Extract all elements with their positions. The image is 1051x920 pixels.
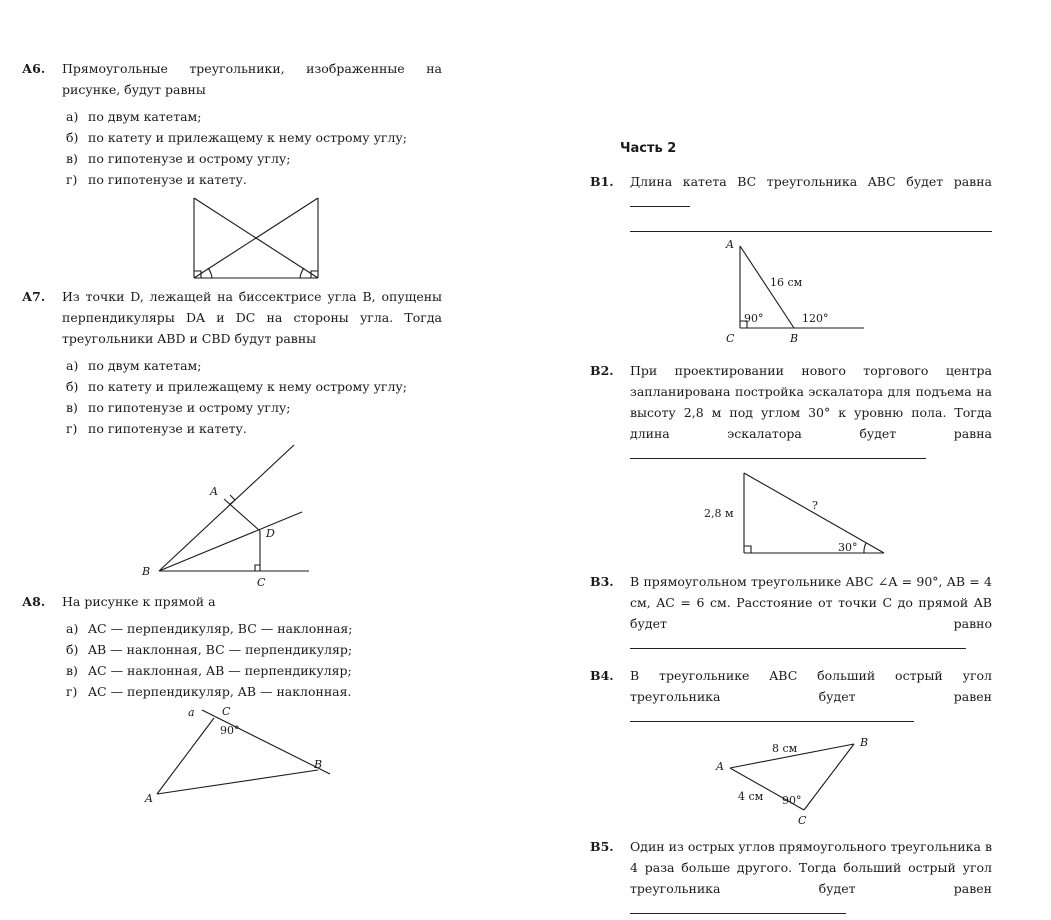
answer-line[interactable] bbox=[630, 444, 926, 459]
part-title: Часть 2 bbox=[620, 141, 677, 156]
label-B: B bbox=[790, 332, 799, 345]
question-a6 bbox=[22, 58, 442, 284]
question-a7 bbox=[22, 286, 442, 589]
figure-b4-triangle bbox=[630, 728, 992, 832]
answer-line[interactable] bbox=[630, 899, 846, 914]
label-C: C bbox=[222, 705, 231, 718]
question-b5 bbox=[590, 836, 992, 920]
answer-line[interactable] bbox=[630, 707, 914, 722]
question-b1 bbox=[590, 171, 992, 354]
label-ab: 8 см bbox=[772, 742, 798, 755]
label-angle: 90° bbox=[220, 724, 240, 737]
label-right: 90° bbox=[744, 312, 764, 325]
label-angle: 90° bbox=[782, 794, 802, 807]
answer-line[interactable] bbox=[630, 192, 690, 207]
question-number: В5. bbox=[590, 839, 614, 854]
label-angle: 30° bbox=[838, 541, 858, 554]
label-height: 2,8 м bbox=[704, 507, 734, 520]
question-b3 bbox=[590, 571, 992, 655]
option-a[interactable]: а) AC — перпендикуляр, BC — наклонная; bbox=[66, 621, 353, 636]
option-c[interactable]: в) AC — наклонная, AB — перпендикуляр; bbox=[66, 663, 352, 678]
label-D: D bbox=[266, 527, 275, 540]
label-A: A bbox=[145, 792, 153, 802]
option-d[interactable]: г) AC — перпендикуляр, AB — наклонная. bbox=[66, 684, 352, 699]
figure-a6-triangles bbox=[62, 190, 442, 284]
options-list bbox=[62, 106, 442, 190]
option-d[interactable]: г) по гипотенузе и катету. bbox=[66, 421, 247, 436]
label-A: A bbox=[726, 238, 734, 251]
label-B: B bbox=[142, 565, 151, 578]
option-c[interactable]: в) по гипотенузе и острому углу; bbox=[66, 151, 291, 166]
question-text: Из точки D, лежащей на биссектрисе угла B, опущены перпендикуляры DA и DC на стороны угла. Тогда треугольники ABD и CBD будут равны bbox=[62, 289, 442, 346]
question-text: На рисунке к прямой a bbox=[62, 594, 216, 609]
question-number: В3. bbox=[590, 574, 614, 589]
options-list bbox=[62, 355, 442, 439]
question-b4 bbox=[590, 665, 992, 832]
figure-b2-escalator bbox=[630, 465, 992, 561]
question-text: Один из острых углов прямоугольного треугольника в 4 раза больше другого. Тогда больший острый угол треугольника будет равен bbox=[630, 839, 992, 896]
label-A: A bbox=[210, 485, 218, 498]
question-text: При проектировании нового торгового центра запланирована постройка эскалатора для подъема на высоту 2,8 м под углом 30° к уровню пола. Тогда длина эскалатора будет равна bbox=[630, 363, 992, 441]
label-C: C bbox=[798, 814, 807, 827]
answer-line-2[interactable] bbox=[630, 217, 992, 232]
label-B: B bbox=[860, 736, 869, 749]
question-number: А7. bbox=[22, 289, 46, 304]
option-b[interactable]: б) AB — наклонная, BC — перпендикуляр; bbox=[66, 642, 353, 657]
option-b[interactable]: б) по катету и прилежащему к нему острому углу; bbox=[66, 379, 407, 394]
question-text: Длина катета BC треугольника ABC будет равна bbox=[630, 174, 992, 189]
question-text: В треугольнике ABC больший острый угол треугольника будет равен bbox=[630, 668, 992, 704]
question-b2 bbox=[590, 360, 992, 561]
question-number: А8. bbox=[22, 594, 46, 609]
question-number: А6. bbox=[22, 61, 46, 76]
figure-a8-triangle bbox=[62, 702, 442, 802]
question-a8 bbox=[22, 591, 442, 802]
question-number: В1. bbox=[590, 174, 614, 189]
label-B: B bbox=[314, 758, 323, 771]
options-list bbox=[62, 618, 442, 702]
label-a: a bbox=[188, 706, 195, 719]
figure-b1-triangle bbox=[630, 232, 992, 354]
label-question: ? bbox=[812, 499, 818, 512]
question-number: В2. bbox=[590, 363, 614, 378]
label-A: A bbox=[716, 760, 724, 773]
option-a[interactable]: а) по двум катетам; bbox=[66, 109, 202, 124]
label-ext: 120° bbox=[802, 312, 829, 325]
option-b[interactable]: б) по катету и прилежащему к нему острому углу; bbox=[66, 130, 407, 145]
option-c[interactable]: в) по гипотенузе и острому углу; bbox=[66, 400, 291, 415]
label-C: C bbox=[257, 576, 266, 589]
left-column bbox=[22, 58, 442, 802]
answer-line[interactable] bbox=[630, 634, 966, 649]
question-number: В4. bbox=[590, 668, 614, 683]
right-column bbox=[590, 138, 992, 920]
option-a[interactable]: а) по двум катетам; bbox=[66, 358, 202, 373]
label-C: C bbox=[726, 332, 735, 345]
label-hyp: 16 см bbox=[770, 276, 803, 289]
figure-a7-angle bbox=[62, 439, 442, 589]
question-text: В прямоугольном треугольнике ABC ∠A = 90°, AB = 4 см, AC = 6 см. Расстояние от точки C до прямой AB будет равно bbox=[630, 574, 992, 631]
question-text: Прямоугольные треугольники, изображенные на рисунке, будут равны bbox=[62, 61, 442, 97]
label-ac: 4 см bbox=[738, 790, 764, 803]
option-d[interactable]: г) по гипотенузе и катету. bbox=[66, 172, 247, 187]
